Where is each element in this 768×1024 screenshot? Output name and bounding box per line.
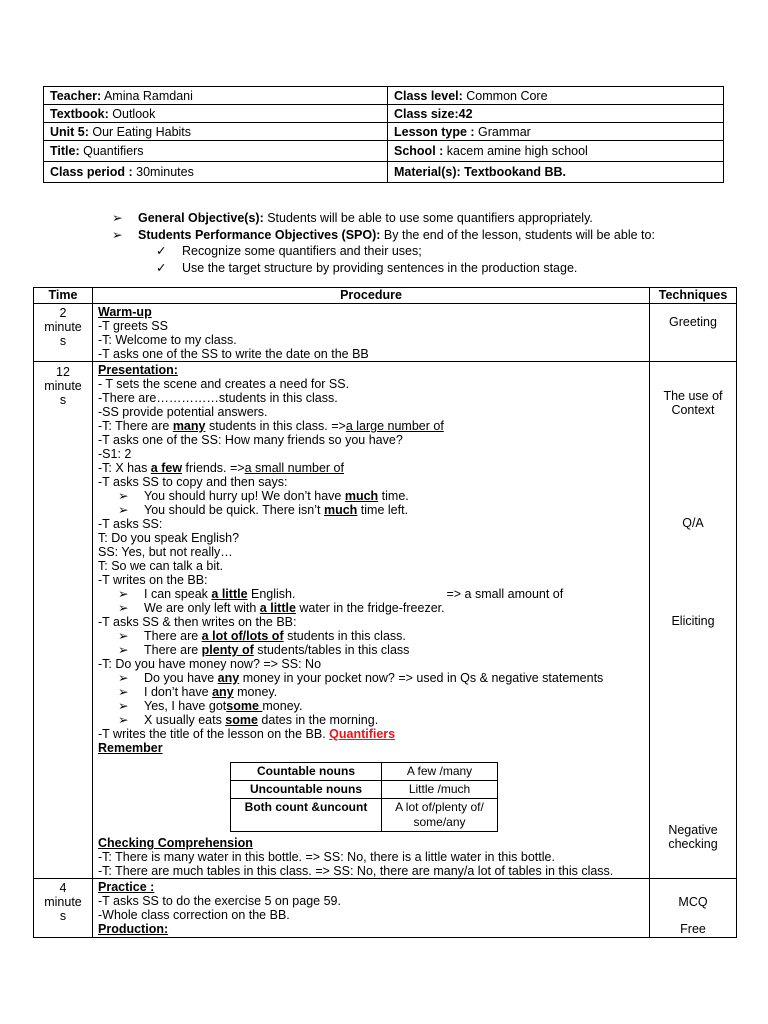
text-span: dates in the morning. <box>257 713 379 727</box>
time-unit: minute <box>44 379 82 393</box>
noun-type-cell: Both count &uncount <box>231 799 382 832</box>
procedure-line <box>98 419 644 433</box>
lesson-title-highlight: Quantifiers <box>329 727 396 741</box>
presentation-time <box>34 362 93 879</box>
noun-type-cell: Countable nouns <box>231 763 382 781</box>
school-label: School : <box>394 144 444 158</box>
teacher-value: Amina Ramdani <box>101 88 193 103</box>
class-level-value: Common Core <box>462 88 548 103</box>
class-level-label: Class level: <box>394 88 463 103</box>
text-span: I can speak <box>144 587 212 601</box>
text-span: I don’t have <box>144 685 213 699</box>
warmup-time <box>34 304 93 362</box>
text-span: money. <box>233 685 278 699</box>
text-span: Yes, I have got <box>144 699 227 713</box>
meaning-note: => a small amount of <box>446 587 564 601</box>
procedure-line: -T: Welcome to my class. <box>98 333 237 347</box>
presentation-title: Presentation: <box>98 363 178 377</box>
arrow-bullet-icon: ➢ <box>118 503 129 517</box>
quantifiers-summary-table <box>230 762 498 832</box>
text-span: money. <box>262 699 303 713</box>
example-line <box>98 699 644 713</box>
technique-label: Context <box>671 403 715 417</box>
teacher-label: Teacher: <box>50 88 102 103</box>
example-line <box>98 629 644 643</box>
technique-label: The use of <box>663 389 723 403</box>
quantifier-term: much <box>344 489 379 503</box>
arrow-bullet-icon: ➢ <box>118 671 129 685</box>
unit-value: Our Eating Habits <box>88 124 192 139</box>
table-header-row <box>34 288 737 304</box>
technique-label: Eliciting <box>671 614 715 628</box>
text-span: Do you have <box>144 671 218 685</box>
checkmark-icon: ✓ <box>156 260 167 275</box>
procedure-header: Procedure <box>93 288 650 304</box>
arrow-bullet-icon: ➢ <box>118 601 129 615</box>
noun-type-cell: Uncountable nouns <box>231 781 382 799</box>
procedure-line: -T asks SS: <box>98 517 163 531</box>
arrow-bullet-icon: ➢ <box>118 643 129 657</box>
text-span: -T: There are <box>98 419 173 433</box>
procedure-line: -SS provide potential answers. <box>98 405 268 419</box>
procedure-line: T: Do you speak English? <box>98 531 240 545</box>
quantifier-term: many <box>172 419 206 433</box>
production-title: Production: <box>98 922 169 936</box>
remember-heading: Remember <box>98 741 163 755</box>
quantifier-term: a little <box>211 587 248 601</box>
warmup-row <box>34 304 737 362</box>
summary-row <box>231 781 498 799</box>
quantifier-term: much <box>323 503 358 517</box>
text-span: time. <box>378 489 409 503</box>
warmup-title: Warm-up <box>98 305 152 319</box>
class-period-cell <box>44 162 388 183</box>
checkmark-icon: ✓ <box>156 244 167 258</box>
school-cell <box>388 141 724 162</box>
summary-row <box>231 763 498 781</box>
text-span: money in your pocket now? => used in Qs & negative statements <box>239 671 604 685</box>
procedure-line: -T asks SS to copy and then says: <box>98 475 288 489</box>
arrow-bullet-icon: ➢ <box>118 629 129 643</box>
example-line <box>98 489 644 503</box>
time-value: 2 <box>59 306 67 320</box>
checking-comprehension-heading: Checking Comprehension <box>98 836 253 850</box>
example-line <box>98 587 644 601</box>
procedure-line <box>98 727 644 741</box>
spo-text: By the end of the lesson, students will be able to: <box>380 227 655 242</box>
technique-negative-checking <box>650 823 736 851</box>
quantifier-cell: A few /many <box>382 763 498 781</box>
materials-label: Material(s): Textbookand BB. <box>394 165 567 179</box>
spo-item <box>112 243 732 260</box>
warmup-technique <box>650 304 737 362</box>
technique-context <box>650 389 736 417</box>
time-unit: minute <box>44 895 82 909</box>
teacher-cell <box>44 87 388 105</box>
lesson-type-cell <box>388 123 724 141</box>
procedure-line: -There are……………students in this class. <box>98 391 338 405</box>
quantifier-cell: Little /much <box>382 781 498 799</box>
technique-label: Negative <box>668 823 718 837</box>
quantifier-term: any <box>212 685 234 699</box>
techniques-header: Techniques <box>650 288 737 304</box>
procedure-line: -T greets SS <box>98 319 168 333</box>
spo-item-text: Use the target structure by providing sentences in the production stage. <box>182 260 578 275</box>
lesson-type-value: Grammar <box>474 124 531 139</box>
text-span: There are <box>144 643 202 657</box>
practice-title: Practice : <box>98 880 155 894</box>
procedure-line: -T asks SS & then writes on the BB: <box>98 615 297 629</box>
quantifier-term: some <box>225 713 258 727</box>
lesson-type-label: Lesson type : <box>394 124 475 139</box>
text-span: -T writes the title of the lesson on the BB. <box>98 727 330 741</box>
technique-label: MCQ <box>678 895 708 909</box>
text-span: You should hurry up! We don’t have <box>144 489 345 503</box>
practice-time <box>34 879 93 938</box>
text-span: There are <box>144 629 202 643</box>
text-span: You should be quick. There isn’t <box>144 503 324 517</box>
title-cell <box>44 141 388 162</box>
procedure-line: -T: There are much tables in this class. => SS: No, there are many/a lot of tables in this class. <box>98 864 614 878</box>
arrow-bullet-icon: ➢ <box>112 211 123 225</box>
unit-label: Unit 5: <box>50 124 89 139</box>
warmup-procedure <box>93 304 650 362</box>
text-span: water in the fridge-freezer. <box>295 601 445 615</box>
quantifier-term: a little <box>259 601 296 615</box>
time-value: 12 <box>56 365 70 379</box>
procedure-line: -T: Do you have money now? => SS: No <box>98 657 322 671</box>
spo-objective <box>112 227 732 244</box>
example-line <box>98 643 644 657</box>
time-unit: s <box>59 393 67 407</box>
time-header: Time <box>34 288 93 304</box>
text-span: students in this class. <box>283 629 406 643</box>
text-span: time left. <box>357 503 409 517</box>
procedure-line: -T asks one of the SS to write the date on the BB <box>98 347 369 361</box>
arrow-bullet-icon: ➢ <box>118 489 129 503</box>
text-span: English. <box>247 587 296 601</box>
practice-techniques <box>650 879 737 938</box>
summary-row <box>231 799 498 832</box>
procedure-line: T: So we can talk a bit. <box>98 559 224 573</box>
practice-row <box>34 879 737 938</box>
school-value: kacem amine high school <box>443 144 588 158</box>
procedure-line: -T asks one of the SS: How many friends so you have? <box>98 433 403 447</box>
presentation-procedure <box>93 362 650 879</box>
meaning-note: a small number of <box>244 461 344 475</box>
text-span: students/tables in this class <box>253 643 410 657</box>
text-span: X usually eats <box>144 713 226 727</box>
presentation-techniques <box>650 362 737 879</box>
spo-item-text: Recognize some quantifiers and their uses; <box>182 244 422 258</box>
example-line <box>98 601 644 615</box>
technique-label: checking <box>668 837 718 851</box>
materials-cell <box>388 162 724 183</box>
class-level-cell <box>388 87 724 105</box>
arrow-bullet-icon: ➢ <box>118 587 129 601</box>
meaning-note: a large number of <box>345 419 444 433</box>
procedure-line: -T writes on the BB: <box>98 573 208 587</box>
title-label: Title: <box>50 144 80 158</box>
title-value: Quantifiers <box>79 144 144 158</box>
text-span: students in this class. => <box>205 419 346 433</box>
class-period-value: 30minutes <box>132 165 194 179</box>
class-period-label: Class period : <box>50 165 133 179</box>
quantifier-term: plenty of <box>201 643 254 657</box>
quantifier-cell: A lot of/plenty of/ some/any <box>382 799 498 832</box>
general-objective <box>112 210 732 227</box>
text-span: friends. => <box>182 461 245 475</box>
time-unit: minute <box>44 320 82 334</box>
arrow-bullet-icon: ➢ <box>118 685 129 699</box>
time-value: 4 <box>59 881 67 895</box>
lesson-info-table <box>43 86 724 183</box>
unit-cell <box>44 123 388 141</box>
quantifier-term: a lot of/lots of <box>201 629 284 643</box>
procedure-line: SS: Yes, but not really… <box>98 545 233 559</box>
spo-item <box>112 260 732 277</box>
example-line <box>98 671 644 685</box>
lesson-procedure-table <box>33 287 737 938</box>
arrow-bullet-icon: ➢ <box>118 699 129 713</box>
general-objective-text: Students will be able to use some quantifiers appropriately. <box>263 211 593 225</box>
quantifier-term: a few <box>150 461 183 475</box>
quantifier-term: any <box>217 671 240 685</box>
textbook-value: Outlook <box>108 106 156 121</box>
practice-procedure <box>93 879 650 938</box>
procedure-line: - T sets the scene and creates a need for SS. <box>98 377 350 391</box>
arrow-bullet-icon: ➢ <box>118 713 129 727</box>
objectives-section <box>112 210 732 276</box>
class-size-label: Class size:42 <box>394 106 473 121</box>
procedure-line: -T: There is many water in this bottle. => SS: No, there is a little water in this bottle. <box>98 850 555 864</box>
example-line <box>98 713 644 727</box>
procedure-line: -T asks SS to do the exercise 5 on page 59. <box>98 894 341 908</box>
text-span: We are only left with <box>144 601 260 615</box>
time-unit: s <box>59 909 67 923</box>
procedure-line <box>98 461 644 475</box>
example-line <box>98 685 644 699</box>
technique-label: Q/A <box>682 516 704 530</box>
presentation-row <box>34 362 737 879</box>
time-unit: s <box>59 334 67 348</box>
spo-label: Students Performance Objectives (SPO): <box>138 227 381 242</box>
textbook-cell <box>44 105 388 123</box>
arrow-bullet-icon: ➢ <box>112 227 123 242</box>
procedure-line: -Whole class correction on the BB. <box>98 908 290 922</box>
general-objective-label: General Objective(s): <box>138 211 264 225</box>
textbook-label: Textbook: <box>50 106 109 121</box>
quantifier-term: some <box>226 699 263 713</box>
technique-label: Free <box>680 922 706 936</box>
technique-label: Greeting <box>669 315 717 329</box>
example-line <box>98 503 644 517</box>
class-size-cell <box>388 105 724 123</box>
procedure-line: -S1: 2 <box>98 447 132 461</box>
text-span: -T: X has <box>98 461 151 475</box>
